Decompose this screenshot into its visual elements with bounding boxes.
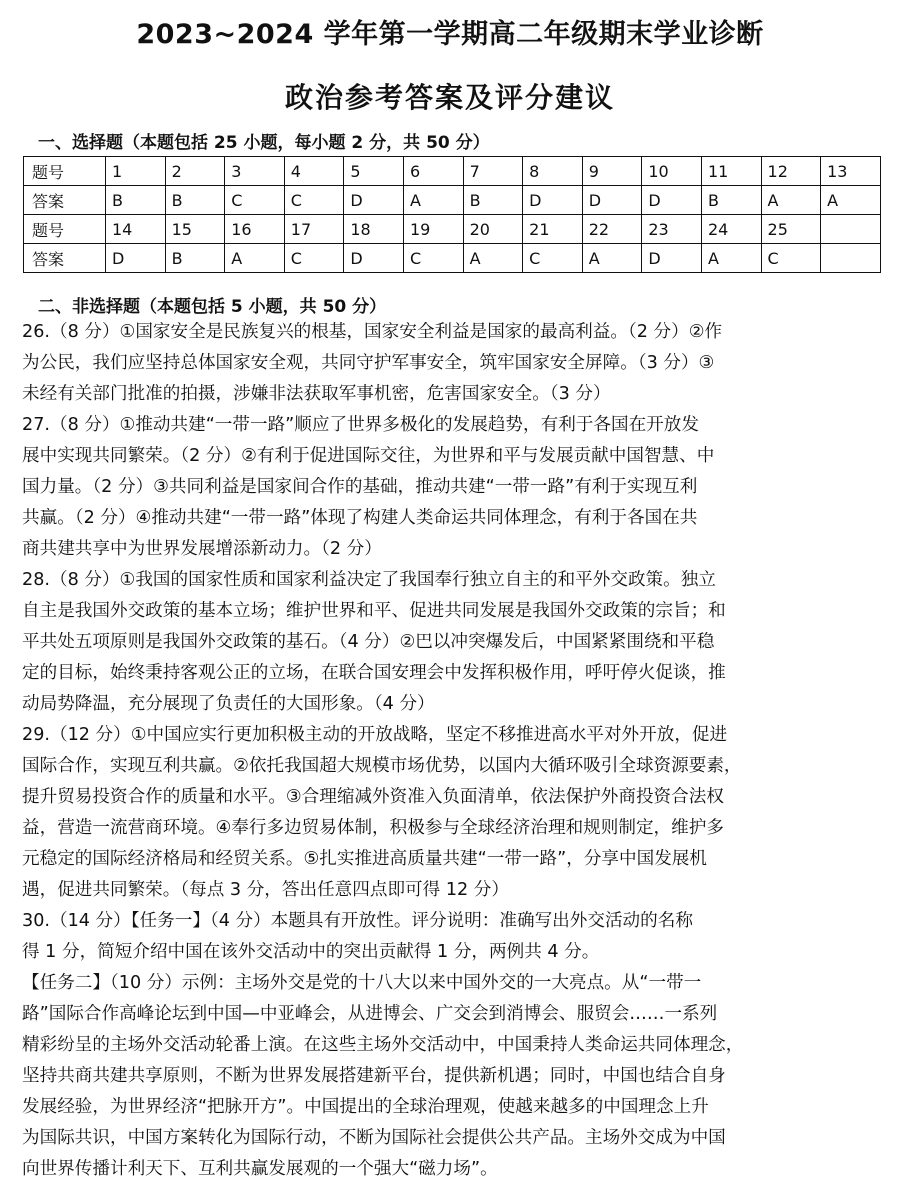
table-cell: D [582, 186, 642, 215]
text-line: 发展经验，为世界经济“把脉开方”。中国提出的全球治理观，使越来越多的中国理念上升 [22, 1097, 709, 1117]
text-line: 元稳定的国际经济格局和经贸关系。⑤扎实推进高质量共建“一带一路”，分享中国发展机 [22, 849, 707, 869]
row-label: 题号 [24, 215, 106, 244]
text-line: 30.（14 分）【任务一】（4 分）本题具有开放性。评分说明：准确写出外交活动的名称 [22, 911, 693, 931]
table-cell: A [403, 186, 463, 215]
text-line: 益，营造一流营商环境。④奉行多边贸易体制，积极参与全球经济治理和规则制定，维护多 [22, 818, 724, 838]
table-cell: 13 [821, 157, 881, 186]
text-line: 29.（12 分）①中国应实行更加积极主动的开放战略，坚定不移推进高水平对外开放，促进 [22, 725, 728, 745]
section-heading-non-choice: 二、非选择题（本题包括 5 小题，共 50 分） [38, 297, 387, 317]
table-cell: 19 [403, 215, 463, 244]
text-line: 定的目标，始终秉持客观公正的立场，在联合国安理会中发挥积极作用，呼吁停火促谈，推 [22, 663, 726, 683]
table-cell: D [523, 186, 583, 215]
text-line: 27.（8 分）①推动共建“一带一路”顺应了世界多极化的发展趋势，有利于各国在开放发 [22, 415, 699, 435]
table-cell [821, 215, 881, 244]
table-cell: C [403, 244, 463, 273]
table-cell: A [225, 244, 285, 273]
table-cell: 25 [761, 215, 821, 244]
table-cell: D [642, 186, 702, 215]
text-line: 26.（8 分）①国家安全是民族复兴的根基，国家安全利益是国家的最高利益。（2 分）②作 [22, 322, 723, 342]
table-cell: 6 [403, 157, 463, 186]
section-heading-choice: 一、选择题（本题包括 25 小题，每小题 2 分，共 50 分） [38, 133, 490, 153]
table-cell: B [701, 186, 761, 215]
text-line: 商共建共享中为世界发展增添新动力。（2 分） [22, 539, 382, 559]
table-cell: B [165, 244, 225, 273]
page-subtitle: 政治参考答案及评分建议 [284, 81, 615, 114]
table-cell: B [463, 186, 523, 215]
table-row [24, 215, 881, 244]
table-cell: C [284, 244, 344, 273]
text-line: 坚持共商共建共享原则，不断为世界发展搭建新平台，提供新机遇；同时，中国也结合自身 [22, 1066, 726, 1086]
text-line: 自主是我国外交政策的基本立场；维护世界和平、促进共同发展是我国外交政策的宗旨；和 [22, 601, 726, 621]
table-cell: C [523, 244, 583, 273]
table-cell: 17 [284, 215, 344, 244]
table-cell: 10 [642, 157, 702, 186]
text-line: 未经有关部门批准的拍摄，涉嫌非法获取军事机密，危害国家安全。（3 分） [22, 384, 611, 404]
text-line: 精彩纷呈的主场外交活动轮番上演。在这些主场外交活动中，中国秉持人类命运共同体理念， [22, 1035, 744, 1055]
row-label: 答案 [24, 186, 106, 215]
text-line: 国力量。（2 分）③共同利益是国家间合作的基础，推动共建“一带一路”有利于实现互利 [22, 477, 698, 497]
table-cell: C [225, 186, 285, 215]
table-row [24, 157, 881, 186]
table-cell: A [463, 244, 523, 273]
table-cell [821, 244, 881, 273]
text-line: 展中实现共同繁荣。（2 分）②有利于促进国际交往，为世界和平与发展贡献中国智慧、中 [22, 446, 715, 466]
table-cell: 23 [642, 215, 702, 244]
table-cell: 20 [463, 215, 523, 244]
text-line: 【任务二】（10 分）示例：主场外交是党的十八大以来中国外交的一大亮点。从“一带一 [22, 973, 702, 993]
text-line: 向世界传播计利天下、互利共赢发展观的一个强大“磁力场”。 [22, 1159, 498, 1179]
table-cell: B [165, 186, 225, 215]
table-cell: A [821, 186, 881, 215]
table-cell: D [106, 244, 166, 273]
table-cell: 24 [701, 215, 761, 244]
row-label: 题号 [24, 157, 106, 186]
table-cell: 12 [761, 157, 821, 186]
table-cell: 15 [165, 215, 225, 244]
table-cell: 9 [582, 157, 642, 186]
table-cell: D [344, 186, 404, 215]
table-cell: 1 [106, 157, 166, 186]
table-cell: 11 [701, 157, 761, 186]
table-cell: 5 [344, 157, 404, 186]
table-cell: 8 [523, 157, 583, 186]
answer-body [22, 317, 882, 1185]
text-line: 提升贸易投资合作的质量和水平。③合理缩减外资准入负面清单，依法保护外商投资合法权 [22, 787, 724, 807]
table-cell: 14 [106, 215, 166, 244]
table-cell: 3 [225, 157, 285, 186]
text-line: 28.（8 分）①我国的国家性质和国家利益决定了我国奉行独立自主的和平外交政策。独立 [22, 570, 716, 590]
table-cell: 7 [463, 157, 523, 186]
table-cell: 4 [284, 157, 344, 186]
text-line: 共赢。（2 分）④推动共建“一带一路”体现了构建人类命运共同体理念，有利于各国在共 [22, 508, 698, 528]
table-cell: D [642, 244, 702, 273]
table-cell: A [582, 244, 642, 273]
text-line: 平共处五项原则是我国外交政策的基石。（4 分）②巴以冲突爆发后，中国紧紧围绕和平稳 [22, 632, 715, 652]
table-cell: 16 [225, 215, 285, 244]
table-cell: A [761, 186, 821, 215]
table-cell: C [761, 244, 821, 273]
table-cell: 21 [523, 215, 583, 244]
table-cell: C [284, 186, 344, 215]
table-cell: 2 [165, 157, 225, 186]
table-row [24, 244, 881, 273]
table-cell: A [701, 244, 761, 273]
text-line: 国际合作，实现互利共赢。②依托我国超大规模市场优势，以国内大循环吸引全球资源要素， [22, 756, 742, 776]
text-line: 为国际共识，中国方案转化为国际行动，不断为国际社会提供公共产品。主场外交成为中国 [22, 1128, 726, 1148]
answer-table [23, 156, 881, 273]
table-cell: B [106, 186, 166, 215]
table-row [24, 186, 881, 215]
table-cell: 18 [344, 215, 404, 244]
text-line: 为公民，我们应坚持总体国家安全观，共同守护军事安全，筑牢国家安全屏障。（3 分）③ [22, 353, 715, 373]
text-line: 动局势降温，充分展现了负责任的大国形象。（4 分） [22, 694, 435, 714]
page-title: 2023~2024 学年第一学期高二年级期末学业诊断 [136, 19, 764, 50]
table-cell: 22 [582, 215, 642, 244]
text-line: 路”国际合作高峰论坛到中国—中亚峰会，从进博会、广交会到消博会、服贸会……一系列 [22, 1004, 718, 1024]
text-line: 得 1 分，简短介绍中国在该外交活动中的突出贡献得 1 分，两例共 4 分。 [22, 942, 600, 962]
table-cell: D [344, 244, 404, 273]
row-label: 答案 [24, 244, 106, 273]
text-line: 遇，促进共同繁荣。（每点 3 分，答出任意四点即可得 12 分） [22, 880, 509, 900]
